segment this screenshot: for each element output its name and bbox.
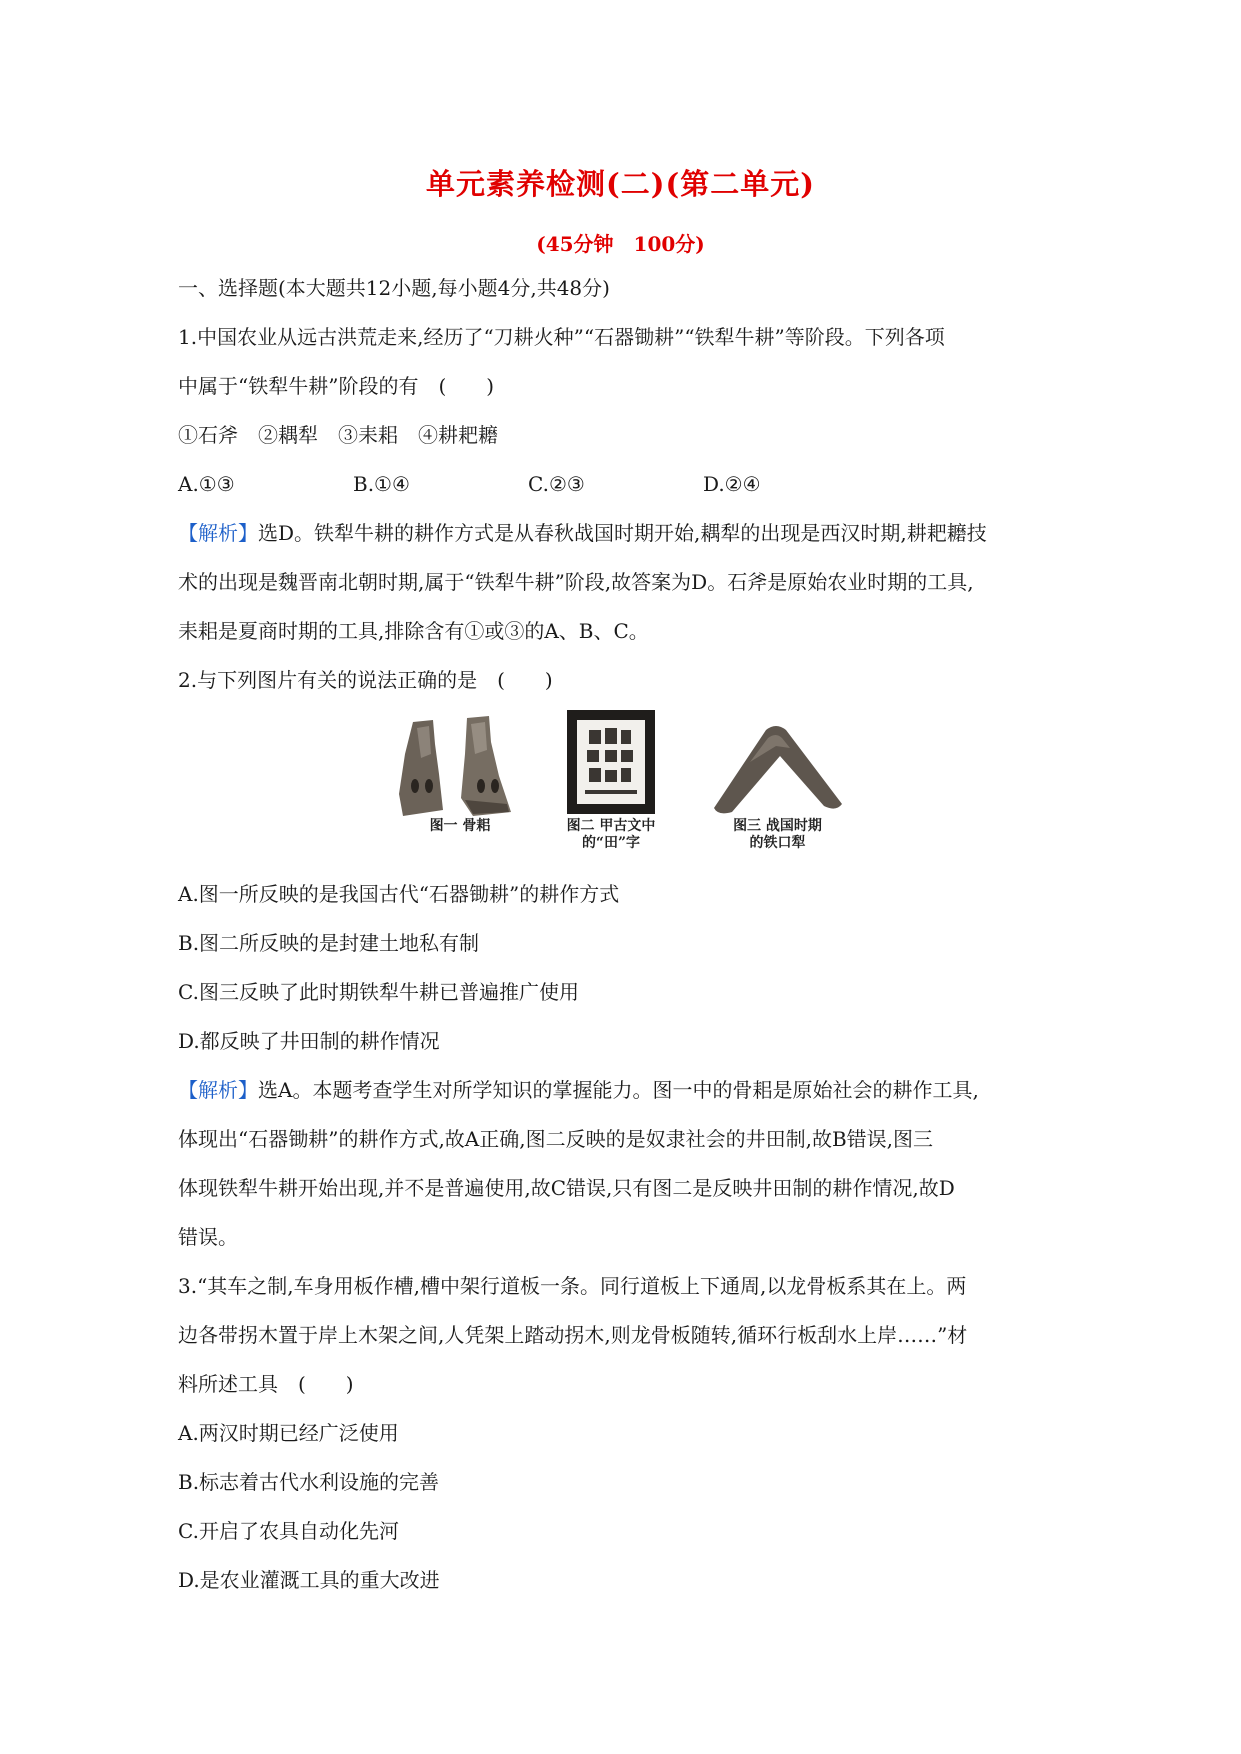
bone-spade-image [395, 714, 525, 819]
q2-option-c: C.图三反映了此时期铁犁牛耕已普遍推广使用 [178, 980, 579, 1004]
q2-analysis-line-3: 体现铁犁牛耕开始出现,并不是普遍使用,故C错误,只有图二是反映井田制的耕作情况,故D [178, 1176, 955, 1200]
q3-option-d: D.是农业灌溉工具的重大改进 [178, 1568, 440, 1592]
q1-option-d: D.②④ [703, 472, 761, 496]
section-heading: 一、选择题(本大题共12小题,每小题4分,共48分) [178, 276, 610, 300]
analysis-label: 【解析】 [178, 521, 258, 545]
q2-option-b: B.图二所反映的是封建土地私有制 [178, 931, 480, 955]
q1-analysis-line-1 [178, 519, 987, 547]
q1-option-a: A.①③ [178, 472, 235, 496]
figure-2-caption-line-2: 的“田”字 [581, 835, 641, 851]
q2-stem: 2.与下列图片有关的说法正确的是 ( ) [178, 668, 553, 692]
figure-3-caption-line-1: 图三 战国时期 [733, 818, 822, 834]
iron-plough-image [710, 722, 845, 814]
q2-analysis-text: 选A。本题考查学生对所学知识的掌握能力。图一中的骨耜是原始社会的耕作工具, [258, 1078, 979, 1102]
q3-option-c: C.开启了农具自动化先河 [178, 1519, 399, 1543]
page-title: 单元素养检测(二)(第二单元) [426, 167, 815, 201]
q2-analysis-line-4: 错误。 [178, 1225, 238, 1249]
oracle-tian-character-image [567, 710, 655, 814]
q3-option-b: B.标志着古代水利设施的完善 [178, 1470, 440, 1494]
figure-1-caption: 图一 骨耜 [429, 818, 491, 834]
q1-option-b: B.①④ [353, 472, 410, 496]
q2-figures [395, 714, 860, 864]
figure-2-caption [541, 818, 681, 852]
q2-option-d: D.都反映了井田制的耕作情况 [178, 1029, 440, 1053]
figure-2-caption-line-1: 图二 甲古文中 [566, 818, 656, 834]
figure-3-caption-line-2: 的铁口犁 [749, 835, 806, 851]
q2-option-a: A.图一所反映的是我国古代“石器锄耕”的耕作方式 [178, 882, 620, 906]
q1-option-c: C.②③ [528, 472, 585, 496]
q3-stem-line-3: 料所述工具 ( ) [178, 1372, 354, 1396]
q2-analysis-line-2: 体现出“石器锄耕”的耕作方式,故A正确,图二反映的是奴隶社会的井田制,故B错误,图三 [178, 1127, 934, 1151]
q1-analysis-line-2: 术的出现是魏晋南北朝时期,属于“铁犁牛耕”阶段,故答案为D。石斧是原始农业时期的工具, [178, 570, 974, 594]
figure-3-caption [700, 818, 855, 852]
analysis-label: 【解析】 [178, 1078, 258, 1102]
page-subtitle: (45分钟 100分) [536, 232, 705, 256]
q3-stem-line-1: 3.“其车之制,车身用板作槽,槽中架行道板一条。同行道板上下通周,以龙骨板系其在上。两 [178, 1274, 967, 1298]
q1-options [178, 470, 878, 498]
q3-stem-line-2: 边各带拐木置于岸上木架之间,人凭架上踏动拐木,则龙骨板随转,循环行板刮水上岸……”材 [178, 1323, 968, 1347]
q1-analysis-text: 选D。铁犁牛耕的耕作方式是从春秋战国时期开始,耦犁的出现是西汉时期,耕耙耱技 [258, 521, 987, 545]
q1-stem-line-2: 中属于“铁犁牛耕”阶段的有 ( ) [178, 374, 495, 398]
q1-stem-line-1: 1.中国农业从远古洪荒走来,经历了“刀耕火种”“石器锄耕”“铁犁牛耕”等阶段。下列各项 [178, 325, 945, 349]
q1-analysis-line-3: 耒耜是夏商时期的工具,排除含有①或③的A、B、C。 [178, 619, 649, 643]
q3-option-a: A.两汉时期已经广泛使用 [178, 1421, 399, 1445]
q2-analysis-line-1 [178, 1076, 979, 1104]
q1-items: ①石斧 ②耦犁 ③耒耜 ④耕耙耱 [178, 423, 498, 447]
